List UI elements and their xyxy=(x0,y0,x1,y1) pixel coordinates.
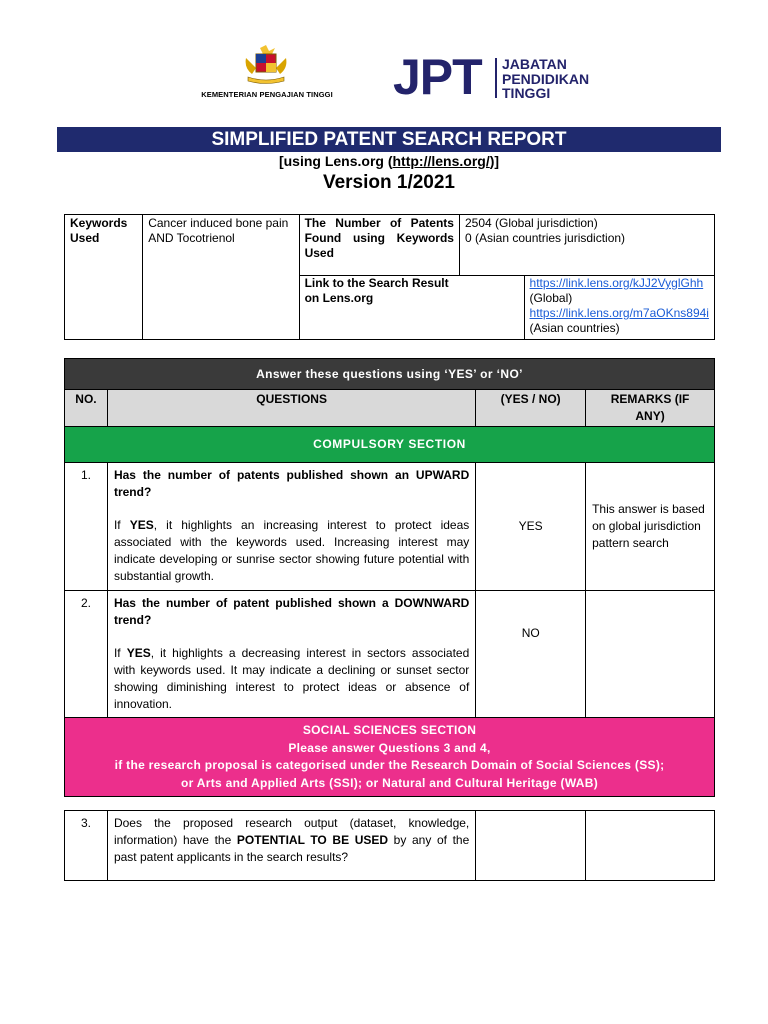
lens-link[interactable]: http://lens.org/ xyxy=(392,153,490,169)
report-title: SIMPLIFIED PATENT SEARCH REPORT xyxy=(57,127,721,152)
question-cell xyxy=(107,591,475,718)
col-header-remarks-text: REMARKS (IF ANY) xyxy=(610,392,690,423)
question-number: 3. xyxy=(65,811,108,881)
compulsory-section-header: COMPULSORY SECTION xyxy=(65,427,715,463)
subtitle-prefix: [using Lens.org ( xyxy=(278,153,393,169)
answer-cell[interactable]: NO xyxy=(476,591,586,718)
detail-prefix: If xyxy=(113,646,127,660)
question-title: Has the number of patents published shown an UPWARD trend? xyxy=(113,468,470,499)
question-title: Has the number of patent published shown a DOWNWARD trend? xyxy=(113,596,470,627)
col-header-remarks xyxy=(586,390,715,427)
questions-header: Answer these questions using ‘YES’ or ‘NO’ xyxy=(65,359,715,390)
link-label-text: Link to the Search Result on Lens.org xyxy=(304,276,449,305)
subtitle-suffix: )] xyxy=(489,153,500,169)
link-asian-note: (Asian countries) xyxy=(529,321,620,335)
link-values xyxy=(524,276,714,340)
question-detail xyxy=(114,517,469,585)
link-global[interactable]: https://link.lens.org/kJJ2VyglGhh xyxy=(529,276,704,290)
social-section-line: if the research proposal is categorised under the Research Domain of Social Sciences (SS); xyxy=(114,758,665,772)
table-row xyxy=(65,463,715,591)
keywords-value: Cancer induced bone pain AND Tocotrienol xyxy=(143,215,299,340)
jpt-divider xyxy=(495,58,497,98)
remarks-cell[interactable] xyxy=(586,811,715,881)
jpt-name-line: TINGGI xyxy=(502,85,551,101)
question-text-bold: POTENTIAL TO BE USED xyxy=(236,833,389,847)
remarks-cell[interactable] xyxy=(586,591,715,718)
question-text-prefix: Does the proposed research output (dataset, knowledge, information) have the xyxy=(113,816,470,847)
remarks-cell[interactable]: This answer is based on global jurisdiction pattern search xyxy=(586,463,715,591)
detail-rest: , it highlights a decreasing interest in sectors associated with keywords used. It may indicate a declining or sunset sector showing diminishing interest to protect ideas or absence of innovation. xyxy=(113,646,470,711)
jpt-name-line: PENDIDIKAN xyxy=(502,70,590,87)
detail-bold: YES xyxy=(126,646,151,660)
report-version: Version 1/2021 xyxy=(322,172,456,193)
jpt-logo: JPT xyxy=(393,49,482,105)
question-cell xyxy=(107,463,475,591)
jpt-full-name xyxy=(502,57,589,101)
social-section-title: SOCIAL SCIENCES SECTION xyxy=(302,723,477,737)
question-text-suffix: by any of the past patent applicants in the search results? xyxy=(113,833,470,864)
col-header-no: NO. xyxy=(65,390,108,427)
question-cell xyxy=(107,811,475,881)
question-text xyxy=(114,815,469,866)
answer-cell[interactable]: YES xyxy=(476,463,586,591)
keywords-label: Keywords Used xyxy=(65,215,143,340)
table-row xyxy=(65,811,715,881)
questions-table xyxy=(64,358,715,881)
table-row xyxy=(65,591,715,718)
question-number: 2. xyxy=(65,591,108,718)
patents-found-value xyxy=(459,215,714,276)
link-asian[interactable]: https://link.lens.org/m7aOKns894i xyxy=(529,306,709,320)
detail-rest: , it highlights an increasing interest to protect ideas associated with the keywords used. Increasing interest may indicate developing or sunrise sector showing future potential with substantial growth. xyxy=(113,518,470,583)
social-section-line: or Arts and Applied Arts (SSI); or Natural and Cultural Heritage (WAB) xyxy=(180,775,599,790)
link-global-note: (Global) xyxy=(529,291,573,305)
question-detail xyxy=(114,645,469,713)
answer-cell[interactable] xyxy=(476,811,586,881)
question-number: 1. xyxy=(65,463,108,591)
detail-bold: YES xyxy=(129,518,154,532)
patents-asian: 0 (Asian countries jurisdiction) xyxy=(464,231,626,245)
ministry-name: KEMENTERIAN PENGAJIAN TINGGI xyxy=(201,90,333,99)
social-sciences-section-header xyxy=(65,718,715,797)
social-section-line: Please answer Questions 3 and 4, xyxy=(288,740,491,755)
patents-found-label: The Number of Patents Found using Keywords Used xyxy=(299,215,459,276)
link-label xyxy=(299,276,524,340)
detail-prefix: If xyxy=(113,518,130,532)
col-header-questions: QUESTIONS xyxy=(107,390,475,427)
coat-of-arms-logo xyxy=(242,44,290,86)
search-info-table xyxy=(64,214,715,340)
patents-global: 2504 (Global jurisdiction) xyxy=(464,216,598,230)
col-header-yes-no: (YES / NO) xyxy=(476,390,586,427)
section-gap xyxy=(65,797,715,811)
jpt-name-line: JABATAN xyxy=(502,56,567,72)
report-subtitle xyxy=(57,153,721,169)
